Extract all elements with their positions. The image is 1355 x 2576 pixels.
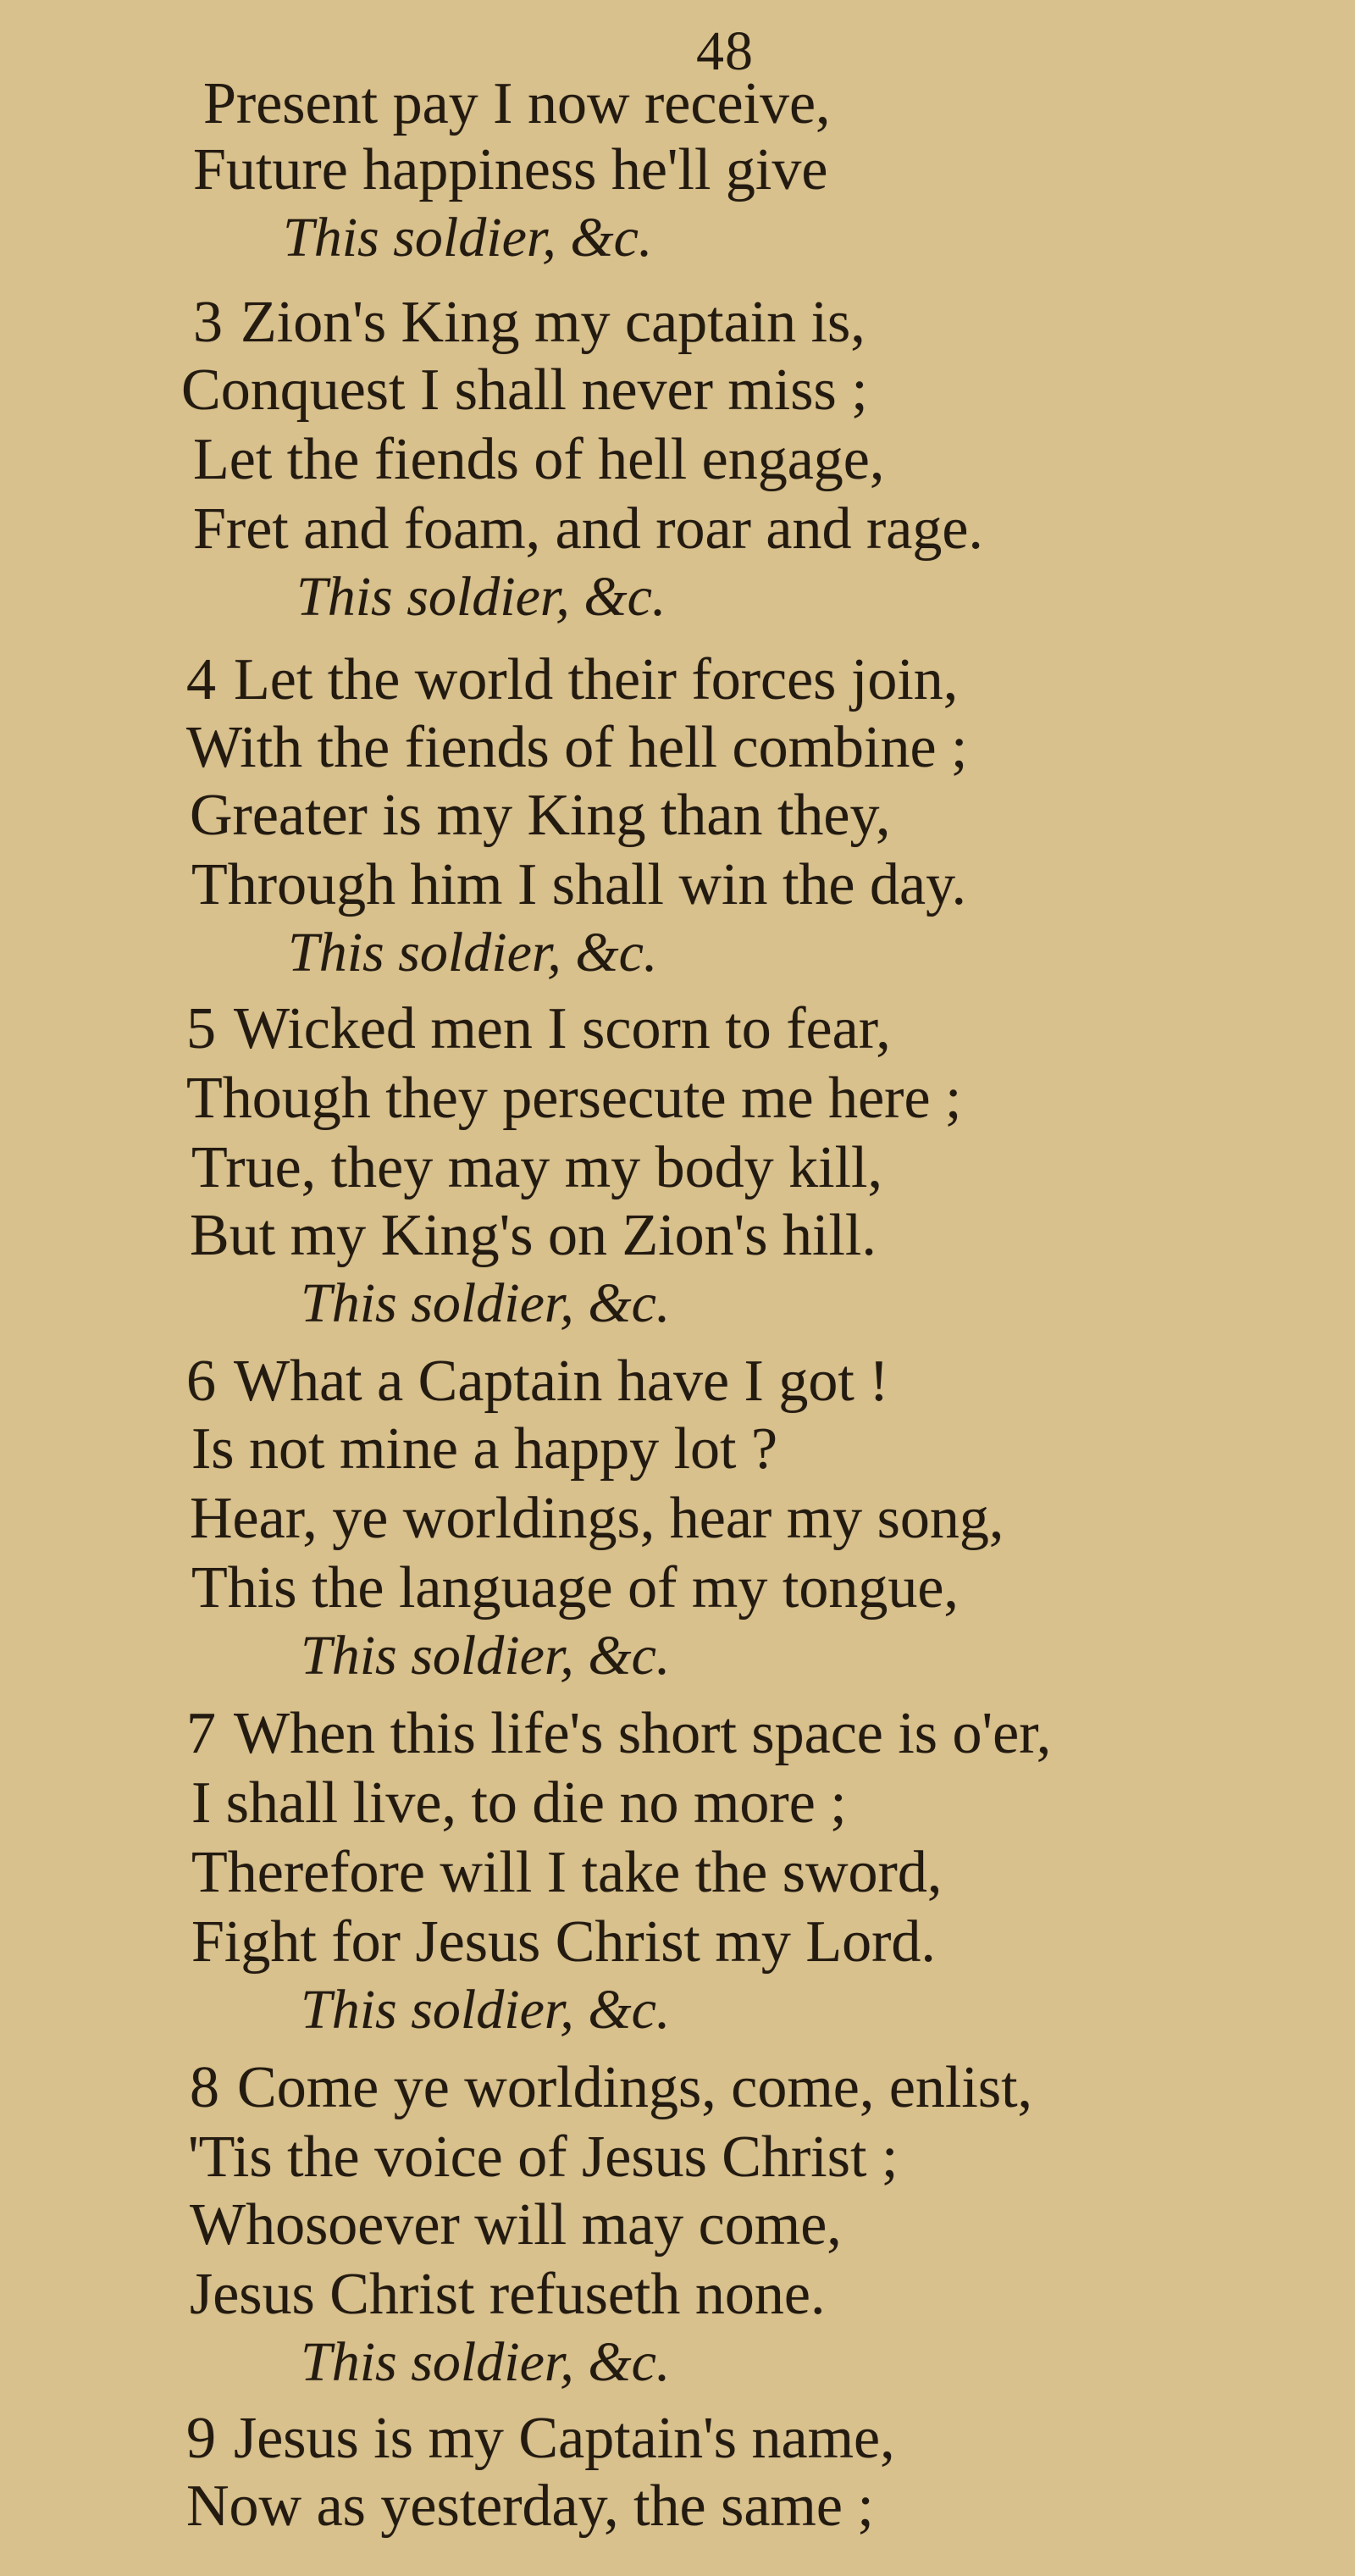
line-text: Is not mine a happy lot ? (191, 1416, 778, 1482)
line-text: Jesus is my Captain's name, (234, 2406, 895, 2471)
line-text: Through him I shall win the day. (191, 852, 967, 917)
line-text: Fight for Jesus Christ my Lord. (191, 1909, 936, 1975)
line-text: Though they persecute me here ; (186, 1066, 962, 1131)
refrain-line (296, 566, 666, 628)
hymn-line (190, 783, 891, 848)
line-text: What a Captain have I got ! (234, 1349, 889, 1414)
verse-number: 6 (186, 1349, 216, 1414)
hymn-line (191, 1555, 959, 1620)
line-text: Future happiness he'll give (193, 137, 828, 202)
hymn-line (191, 1909, 936, 1975)
line-text: Let the world their forces join, (234, 647, 959, 712)
page-number: 48 (696, 20, 754, 82)
line-text: But my King's on Zion's hill. (190, 1203, 877, 1268)
line-text: Conquest I shall never miss ; (181, 357, 868, 423)
refrain-text: This soldier, &c. (301, 1979, 671, 2041)
hymn-line (193, 427, 885, 492)
verse-number: 8 (190, 2055, 219, 2120)
line-text: With the fiends of hell combine ; (186, 715, 968, 780)
refrain-text: This soldier, &c. (301, 1272, 671, 1334)
line-text: 'Tis the voice of Jesus Christ ; (188, 2125, 899, 2190)
line-text: Fret and foam, and roar and rage. (193, 496, 983, 562)
refrain-text: This soldier, &c. (296, 566, 666, 628)
line-text: Let the fiends of hell engage, (193, 427, 885, 492)
hymn-line (181, 357, 868, 423)
hymn-line (190, 1203, 877, 1268)
hymn-line (186, 2474, 874, 2539)
refrain-line (301, 1979, 671, 2041)
line-text: This the language of my tongue, (191, 1555, 959, 1620)
line-text: Hear, ye worldings, hear my song, (190, 1486, 1004, 1551)
hymn-line (186, 996, 891, 1061)
verse-number: 7 (186, 1701, 216, 1766)
hymn-line (186, 2406, 895, 2471)
line-text: Greater is my King than they, (190, 783, 891, 848)
refrain-text: This soldier, &c. (301, 2331, 671, 2393)
refrain-line (288, 922, 658, 983)
hymn-line (188, 2125, 899, 2190)
hymn-line (186, 1066, 962, 1131)
hymn-line (193, 290, 866, 355)
line-text: Come ye worldings, come, enlist, (237, 2055, 1033, 2120)
hymn-line (186, 1701, 1052, 1766)
hymn-line (190, 2055, 1033, 2120)
hymn-line (190, 1486, 1004, 1551)
line-text: I shall live, to die no more ; (191, 1770, 847, 1836)
line-text: True, they may my body kill, (191, 1135, 883, 1200)
hymn-line (186, 647, 959, 712)
line-text: Now as yesterday, the same ; (186, 2474, 874, 2539)
verse-number: 4 (186, 647, 216, 712)
verse-number: 9 (186, 2406, 216, 2471)
hymn-line (191, 852, 967, 917)
line-text: Zion's King my captain is, (241, 290, 866, 355)
refrain-line (301, 2331, 671, 2393)
hymn-line (193, 496, 983, 562)
line-text: Wicked men I scorn to fear, (234, 996, 891, 1061)
verse-number: 3 (193, 290, 223, 355)
hymn-line (190, 2192, 842, 2257)
refrain-text: This soldier, &c. (301, 1625, 671, 1687)
hymn-line (191, 1770, 847, 1836)
line-text: Whosoever will may come, (190, 2192, 842, 2257)
hymn-line (186, 1349, 889, 1414)
refrain-line (301, 1272, 671, 1334)
refrain-line (301, 1625, 671, 1687)
hymn-line (190, 2262, 826, 2327)
hymn-line (191, 1416, 778, 1482)
verse-number: 5 (186, 996, 216, 1061)
line-text: Therefore will I take the sword, (191, 1840, 943, 1905)
refrain-text: This soldier, &c. (283, 207, 653, 269)
hymn-line (203, 71, 831, 136)
hymn-line (186, 715, 968, 780)
hymn-line (191, 1135, 883, 1200)
hymn-line (191, 1840, 943, 1905)
refrain-text: This soldier, &c. (288, 922, 658, 983)
hymn-line (193, 137, 828, 202)
line-text: Present pay I now receive, (203, 71, 831, 136)
line-text: Jesus Christ refuseth none. (190, 2262, 826, 2327)
line-text: When this life's short space is o'er, (234, 1701, 1052, 1766)
refrain-line (283, 207, 653, 269)
